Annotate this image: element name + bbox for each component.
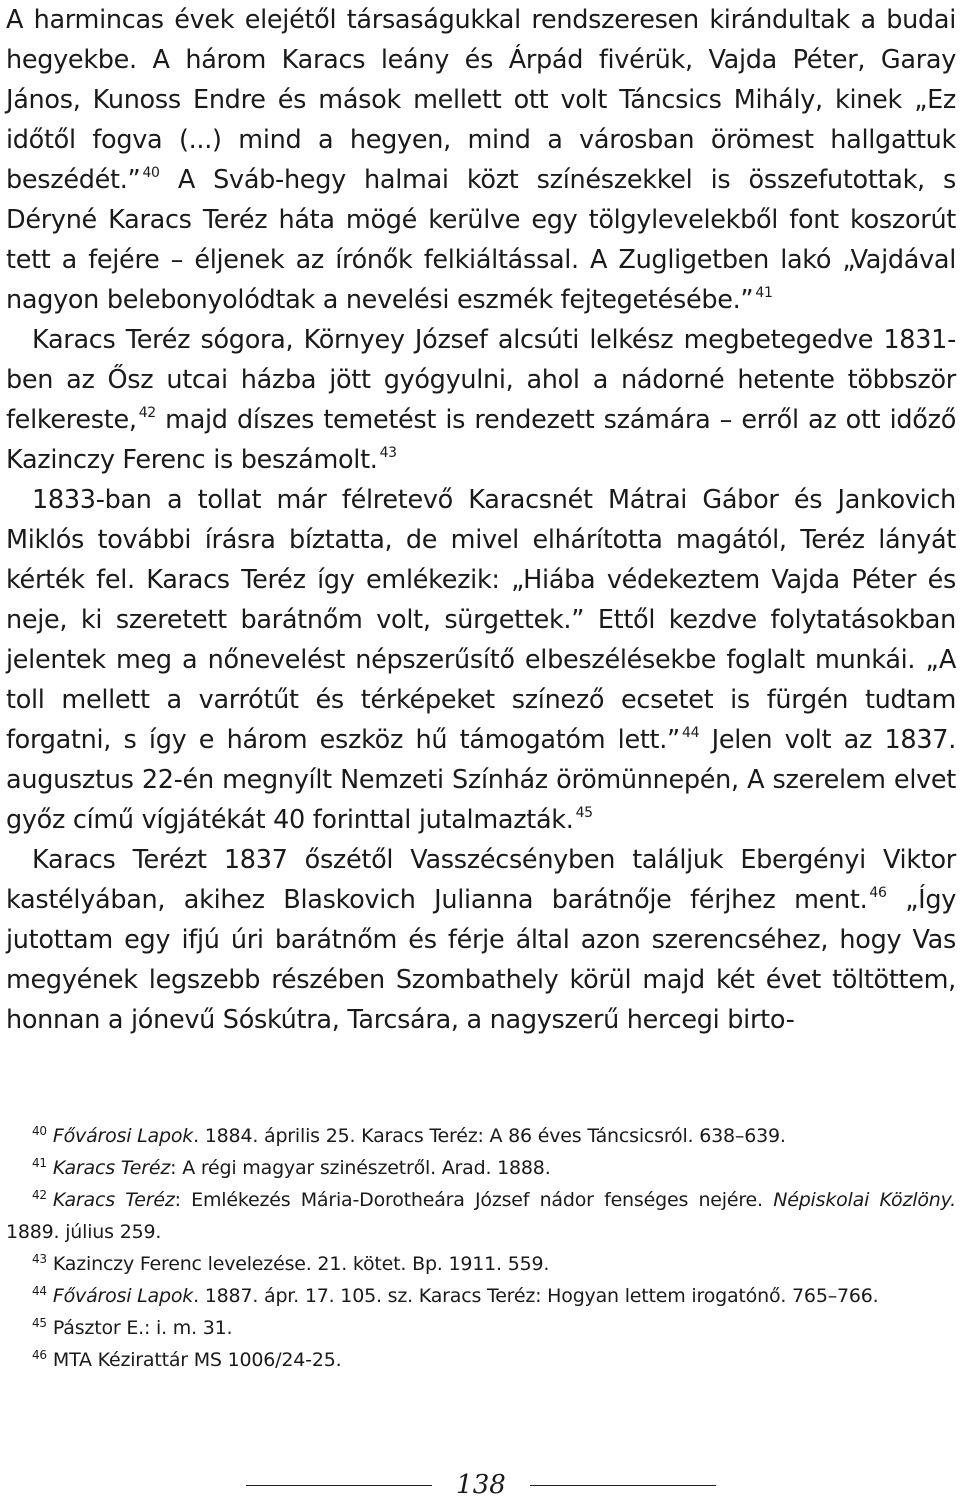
footnote-italic-text: Fővárosi Lapok [52,1125,194,1147]
footnote-number: 40 [32,1124,47,1138]
footnote-text: MTA Kézirattár MS 1006/24-25. [52,1349,342,1371]
footnote-number: 44 [32,1284,47,1298]
footnote [6,1152,956,1184]
footnote [6,1248,956,1280]
footnote-text: . 1887. ápr. 17. 105. sz. Karacs Teréz: Hogyan lettem irogatónő. 765–766. [193,1285,879,1307]
paragraph-text: Karacs Terézt 1837 őszétől Vasszécsényben találjuk Ebergényi Viktor kastélyában, akihez Blaskovich Julianna barátnője férjhez ment. [6,845,956,915]
footnotes-section [6,1120,956,1376]
footnote-italic-text: Karacs Teréz [52,1157,171,1179]
footnote-text: : Emlékezés Mária-Dorotheára József nádor fenséges nejére. [174,1189,774,1211]
paragraph-text: A Sváb-hegy halmai közt színészekkel is összefutottak, s Déryné Karacs Teréz háta mögé kerülve egy tölgylevelekből font koszorút tett a fejére – éljenek az írónők felkiáltással. A Zugligetben lakó „Vajdával nagyon belebonyolódtak a nevelési eszmék fejtegetésébe.” [6,165,956,315]
paragraph-text: Jelen volt az 1837. augusztus 22-én megnyílt Nemzeti Színház örömünnepén, A szerelem elvet győz című vígjátékát 40 forinttal jutalmazták. [6,725,957,835]
paragraph [6,320,956,480]
footnote-text: Pásztor E.: i. m. 31. [52,1317,233,1339]
footnote-reference: 42 [138,405,156,421]
footnote [6,1344,956,1376]
footer-rule-right [530,1485,716,1486]
footnote-reference: 45 [575,805,593,821]
footnote-text: : A régi magyar szinészetről. Arad. 1888. [170,1157,551,1179]
footnote-reference: 41 [755,285,773,301]
footnote-number: 46 [32,1348,47,1362]
footnote-text: Kazinczy Ferenc levelezése. 21. kötet. Bp. 1911. 559. [52,1253,550,1275]
footnote-reference: 46 [869,885,887,901]
footnote-italic-text: Fővárosi Lapok [52,1285,194,1307]
page-footer [0,1468,960,1498]
footnote-number: 43 [32,1252,47,1266]
paragraph-text: majd díszes temetést is rendezett számára – erről az ott időző Kazinczy Ferenc is beszámolt. [6,405,956,475]
paragraph [6,0,956,320]
paragraph [6,840,956,1040]
main-text [6,0,956,1040]
footnote-number: 45 [32,1316,47,1330]
footnote-number: 41 [32,1156,47,1170]
page-number: 138 [456,1470,506,1500]
footer-rule-left [246,1485,432,1486]
footnote [6,1120,956,1152]
footnote [6,1312,956,1344]
footnote-number: 42 [32,1188,47,1202]
paragraph-text: 1833-ban a tollat már félretevő Karacsnét Mátrai Gábor és Jankovich Miklós további írásra bíztatta, de mivel elhárította magától, Teréz lányát kérték fel. Karacs Teréz így emlékezik: „Hiába védekeztem Vajda Péter és neje, ki szeretett barátnőm volt, sürgettek.” Ettől kezdve folytatásokban jelentek meg a nőnevelést népszerűsítő elbeszélésekbe foglalt munkái. „A toll mellett a varrótűt és térképeket színező ecsetet is fürgén tudtam forgatni, s így e három eszköz hű támogatóm lett.” [6,485,956,755]
paragraph-text: Karacs Teréz sógora, Környey József alcsúti lelkész megbetegedve 1831-ben az Ősz utcai házba jött gyógyulni, ahol a nádorné hetente többször felkereste, [6,325,956,435]
footnote-italic-text: Karacs Teréz [52,1189,175,1211]
footnote-italic-text: Népiskolai Közlöny. [773,1189,956,1211]
footnote-reference: 44 [681,725,700,741]
paragraph-text: A harmincas évek elejétől társaságukkal rendszeresen kirándultak a budai hegyekbe. A három Karacs leány és Árpád fivérük, Vajda Péter, Garay János, Kunoss Endre és mások mellett ott volt Táncsics Mihály, kinek „Ez időtől fogva (...) mind a hegyen, mind a városban örömest hallgattuk beszédét.” [6,5,956,195]
footnote [6,1184,956,1248]
footnote-text: . 1884. április 25. Karacs Teréz: A 86 éves Táncsicsról. 638–639. [193,1125,786,1147]
footnote-reference: 43 [379,445,397,461]
paragraph [6,480,956,840]
footnote-reference: 40 [142,165,160,181]
footnote-text: 1889. július 259. [6,1221,162,1243]
footnote [6,1280,956,1312]
paragraph-text: „Így jutottam egy ifjú úri barátnőm és férje által azon szerencséhez, hogy Vas megyének legszebb részében Szombathely körül majd két évet töltöttem, honnan a jónevű Sóskútra, Tarcsára, a nagyszerű hercegi birto- [6,885,957,1035]
